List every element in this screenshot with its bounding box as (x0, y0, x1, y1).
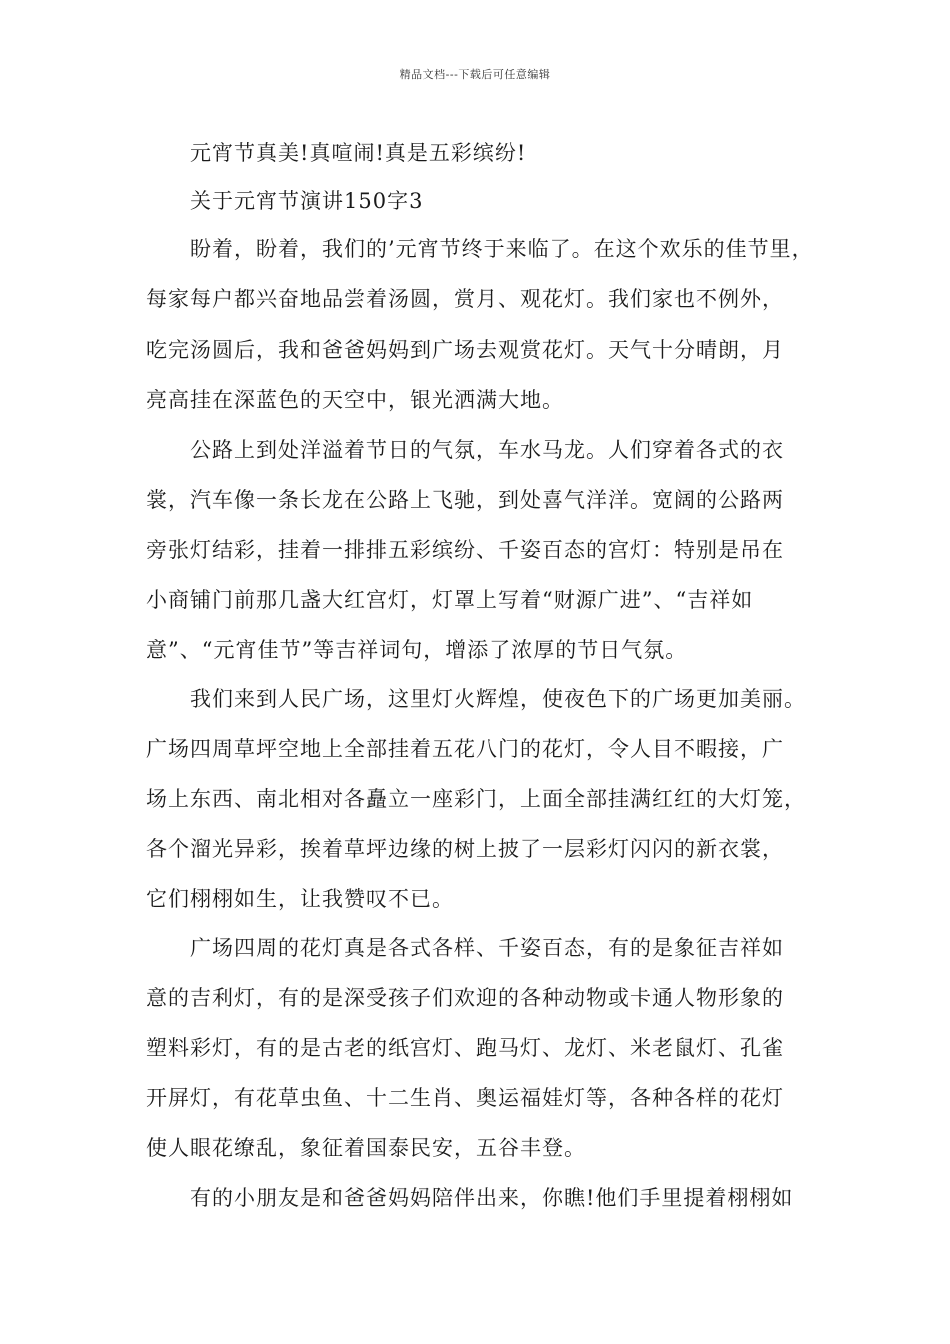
text-line: 使人眼花缭乱，象征着国泰民安，五谷丰登。 (146, 1136, 586, 1160)
text-line: 广场四周的花灯真是各式各样、千姿百态，有的是象征吉祥如 (190, 936, 784, 960)
text-line: 场上东西、南北相对各矗立一座彩门，上面全部挂满红红的大灯笼， (146, 787, 806, 811)
text-line: 有的小朋友是和爸爸妈妈陪伴出来，你瞧!他们手里提着栩栩如 (190, 1186, 794, 1210)
text-line: 盼着，盼着，我们的’元宵节终于来临了。在这个欢乐的佳节里， (190, 237, 814, 261)
text-line: 塑料彩灯，有的是古老的纸宫灯、跑马灯、龙灯、米老鼠灯、孔雀 (146, 1036, 784, 1060)
text-line: 广场四周草坪空地上全部挂着五花八门的花灯，令人目不暇接，广 (146, 737, 784, 761)
text-line: 各个溜光异彩，挨着草坪边缘的树上披了一层彩灯闪闪的新衣裳， (146, 837, 784, 861)
text-line: 小商铺门前那几盏大红宫灯，灯罩上写着“财源广进”、“吉祥如 (146, 588, 754, 612)
text-line: 裳，汽车像一条长龙在公路上飞驰，到处喜气洋洋。宽阔的公路两 (146, 488, 784, 512)
text-line: 旁张灯结彩，挂着一排排五彩缤纷、千姿百态的宫灯：特别是吊在 (146, 538, 784, 562)
text-line: 意”、“元宵佳节”等吉祥词句，增添了浓厚的节日气氛。 (146, 638, 688, 662)
text-line: 公路上到处洋溢着节日的气氛，车水马龙。人们穿着各式的衣 (190, 438, 784, 462)
text-line: 我们来到人民广场，这里灯火辉煌，使夜色下的广场更加美丽。 (190, 687, 806, 711)
text-line: 每家每户都兴奋地品尝着汤圆，赏月、观花灯。我们家也不例外， (146, 287, 784, 311)
text-line: 亮高挂在深蓝色的天空中，银光洒满大地。 (146, 388, 564, 412)
text-line: 它们栩栩如生，让我赞叹不已。 (146, 887, 454, 911)
text-line: 开屏灯，有花草虫鱼、十二生肖、奥运福娃灯等，各种各样的花灯 (146, 1086, 784, 1110)
page-header-watermark: 精品文档---下载后可任意编辑 (399, 68, 551, 81)
section-heading: 关于元宵节演讲150字3 (190, 189, 424, 213)
text-line: 意的吉利灯，有的是深受孩子们欢迎的各种动物或卡通人物形象的 (146, 986, 784, 1010)
text-line: 元宵节真美!真喧闹!真是五彩缤纷! (190, 141, 527, 165)
text-line: 吃完汤圆后，我和爸爸妈妈到广场去观赏花灯。天气十分晴朗，月 (146, 338, 784, 362)
